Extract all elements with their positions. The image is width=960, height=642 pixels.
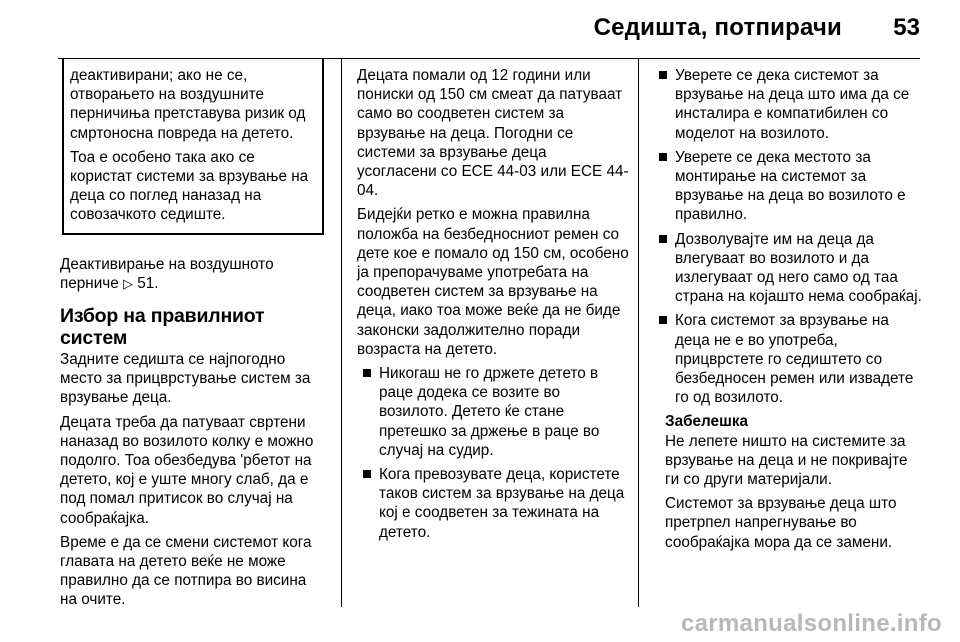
list-item bbox=[653, 230, 925, 307]
list-item-text: Кога превозувате деца, користете таков систем за врзување на деца кој е соодветен за тежината на детето. bbox=[379, 466, 625, 541]
column-right bbox=[653, 66, 925, 557]
column-divider-1 bbox=[341, 58, 342, 607]
note-block bbox=[653, 412, 925, 551]
note-paragraph: Системот за врзување деца што претрпел напрегнување во сообраќајка мора да се замени. bbox=[665, 495, 897, 551]
body-paragraph: Задните седишта се најпогодно место за прицврстување систем за врзување деца. bbox=[60, 351, 311, 407]
deactivation-reference bbox=[60, 255, 324, 293]
page-title: Седишта, потпирачи bbox=[593, 14, 842, 41]
bullet-square-icon bbox=[363, 369, 371, 377]
body-paragraph: Време е да се смени системот кога главата на детето веќе не може правилно да се потпира во висина на очите. bbox=[60, 533, 312, 609]
list-item bbox=[357, 465, 629, 542]
note-heading: Забелешка bbox=[665, 413, 748, 431]
list-item-text: Уверете се дека системот за врзување на деца што има да се инсталира е компатибилен со моделот на возилото. bbox=[675, 67, 910, 142]
list-item-text: Дозволувајте им на деца да влегуваат во возилото и да излегуваат од него само од таа страна на којашто нема сообраќај. bbox=[675, 230, 922, 306]
warning-paragraph: деактивирани; ако не се, отворањето на воздушните перничиња претставува ризик од смртоносна повреда на детето. bbox=[70, 67, 306, 142]
list-item-text: Никогаш не го држете детето в раце додека се возите во возилото. Детето ќе стане претешко за држење в раце во случај на судир. bbox=[379, 365, 600, 459]
list-item bbox=[653, 66, 925, 143]
page-header bbox=[0, 0, 960, 58]
bullet-square-icon bbox=[659, 71, 667, 79]
column-divider-2 bbox=[638, 58, 639, 607]
list-item-text: Уверете се дека местото за монтирање на системот за врзување на деца во возилото е правилно. bbox=[675, 148, 906, 224]
bullet-list bbox=[653, 66, 925, 407]
deactivation-page-ref[interactable]: 51. bbox=[137, 274, 159, 292]
list-item bbox=[357, 364, 629, 460]
bullet-square-icon bbox=[659, 316, 667, 324]
warning-paragraph: Тоа е особено така ако се користат системи за врзување на деца со поглед наназад на совозачкото седиште. bbox=[70, 148, 309, 224]
bullet-list bbox=[357, 364, 629, 542]
bullet-square-icon bbox=[659, 235, 667, 243]
body-paragraph: Децата треба да патуваат свртени наназад во возилото колку е можно подолго. Тоа обезбедува 'рбетот на детето, кој е уште многу слаб, да е под помал притисок во случај на сообраќајка. bbox=[60, 413, 314, 527]
warning-box bbox=[62, 58, 324, 235]
list-item bbox=[653, 311, 925, 407]
section-heading: Избор на правилниот систем bbox=[60, 305, 265, 350]
bullet-square-icon bbox=[659, 153, 667, 161]
deactivation-text: Деактивирање на воздушното перниче bbox=[60, 255, 274, 292]
bullet-square-icon bbox=[363, 470, 371, 478]
column-middle bbox=[357, 66, 629, 547]
list-item-text: Кога системот за врзување на деца не е во употреба, прицврстете го седиштето со безбедносен ремен или извадете го од возилото. bbox=[675, 312, 914, 407]
page-reference-arrow-icon: ▷ bbox=[123, 275, 134, 291]
note-paragraph: Не лепете ништо на системите за врзување на деца и не покривајте ги со други материјали. bbox=[665, 432, 908, 489]
body-paragraph: Децата помали од 12 години или пониски од 150 см смеат да патуваат само во соодветен систем за врзување на деца. Погодни се системи за врзување деца усогласени со ECE 44-03 или ECE 44-04. bbox=[357, 67, 629, 200]
watermark: carmanualsonline.info bbox=[680, 610, 942, 637]
body-paragraph: Бидејќи ретко е можна правилна положба на безбедносниот ремен со дете кое е помало од 150 см, особено ја препорачуваме употребата на соодветен систем за врзување на деца, иако тоа може веќе да не биде законски задолжително поради возраста на детето. bbox=[357, 206, 629, 358]
list-item bbox=[653, 148, 925, 225]
column-left bbox=[60, 66, 324, 615]
page-number: 53 bbox=[893, 14, 920, 41]
